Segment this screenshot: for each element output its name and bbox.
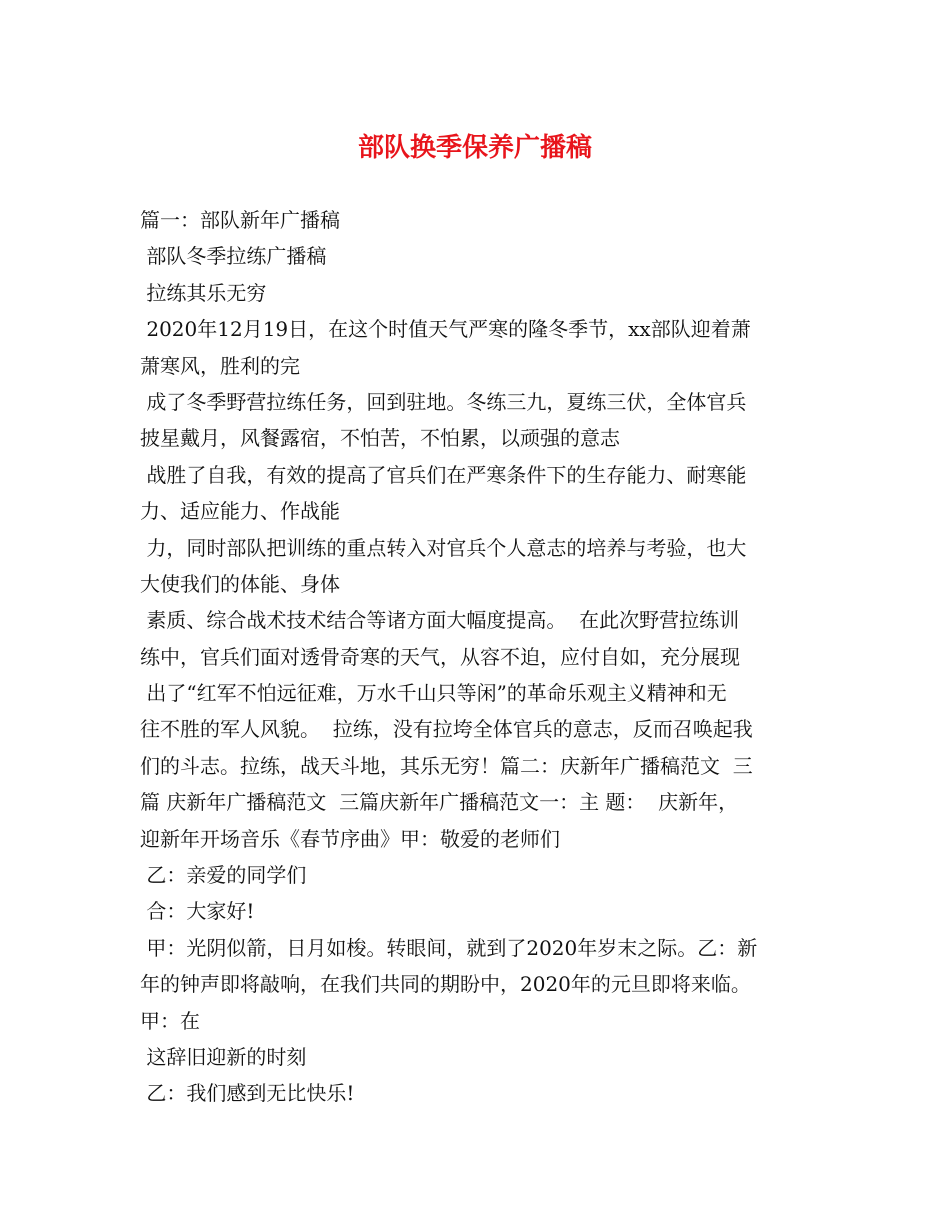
- text-line: 披星戴月，风餐露宿，不怕苦，不怕累，以顽强的意志: [140, 426, 620, 451]
- text-line: 乙：亲爱的同学们: [140, 863, 307, 888]
- text-line: 年的钟声即将敲响，在我们共同的期盼中，2020年的元旦即将来临。: [140, 972, 751, 997]
- text-line: 大使我们的体能、身体: [140, 571, 340, 596]
- document-title: 部队换季保养广播稿: [357, 133, 592, 163]
- text-line: 拉练其乐无穷: [140, 280, 267, 305]
- text-line: 练中，官兵们面对透骨奇寒的天气，从容不迫，应付自如，充分展现: [140, 644, 740, 669]
- text-line: 篇 庆新年广播稿范文 三篇庆新年广播稿范文一：主 题： 庆新年，: [140, 790, 739, 815]
- text-line: 素质、综合战术技术结合等诸方面大幅度提高。 在此次野营拉练训: [140, 608, 740, 633]
- text-line: 2020年12月19日，在这个时值天气严寒的隆冬季节，xx部队迎着萧: [140, 317, 751, 342]
- text-line: 力、适应能力、作战能: [140, 499, 340, 524]
- text-line: 部队冬季拉练广播稿: [140, 244, 327, 269]
- text-line: 成了冬季野营拉练任务，回到驻地。冬练三九，夏练三伏，全体官兵: [140, 389, 747, 414]
- text-line: 战胜了自我，有效的提高了官兵们在严寒条件下的生存能力、耐寒能: [140, 462, 747, 487]
- text-line: 篇一：部队新年广播稿: [140, 208, 340, 232]
- text-line: 甲：在: [140, 1008, 200, 1033]
- text-line: 出了“红军不怕远征难，万水千山只等闲”的革命乐观主义精神和无: [140, 681, 727, 706]
- text-line: 们的斗志。拉练，战天斗地，其乐无穷！篇二：庆新年广播稿范文 三: [140, 753, 753, 778]
- text-line: 乙：我们感到无比快乐!: [140, 1081, 355, 1106]
- text-line: 甲：光阴似箭，日月如梭。转眼间，就到了2020年岁末之际。乙：新: [140, 935, 758, 960]
- text-line: 萧寒风，胜利的完: [140, 353, 300, 378]
- text-line: 力，同时部队把训练的重点转入对官兵个人意志的培养与考验，也大: [140, 535, 747, 560]
- text-line: 这辞旧迎新的时刻: [140, 1044, 307, 1069]
- text-line: 往不胜的军人风貌。 拉练，没有拉垮全体官兵的意志，反而召唤起我: [140, 717, 753, 742]
- text-line: 迎新年开场音乐《春节序曲》甲：敬爱的老师们: [140, 826, 560, 851]
- text-line: 合：大家好!: [140, 899, 255, 924]
- document-body: [140, 202, 812, 1112]
